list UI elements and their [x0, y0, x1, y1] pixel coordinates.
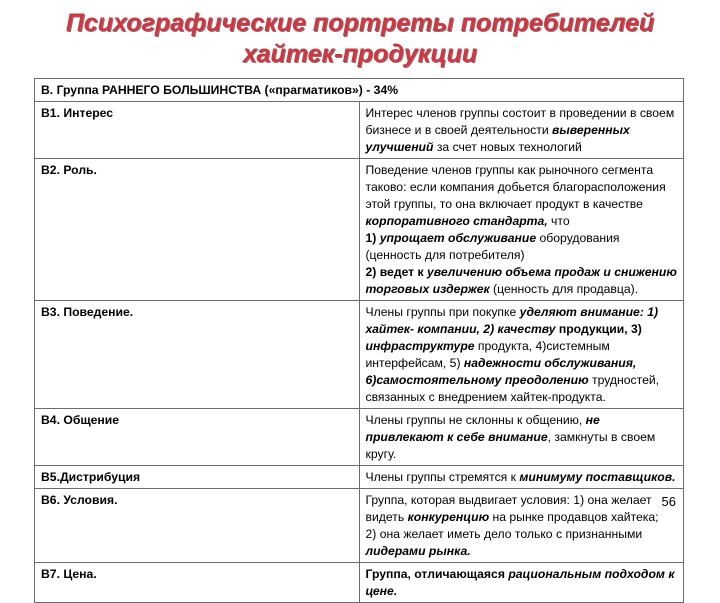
table-row: [35, 409, 684, 466]
row-content-b3: Члены группы при покупке уделяют внимание: 1) хайтек- компании, 2) качеству продукции, 3) инфраструктуре продукта, 4)системным интерфейсам, 5) надежности обслуживания, 6)самостоятельному преодолению трудностей, связанных с внедрением хайтек-продукта.: [359, 301, 684, 409]
row-content-b6: Группа, которая выдвигает условия: 1) она желает видеть конкуренцию на рынке продавцов хайтека; 2) она желает иметь дело только с признанными лидерами рынка.: [359, 489, 684, 563]
row-content-b4: Члены группы не склонны к общению, не привлекают к себе внимание, замкнуты в своем кругу.: [359, 409, 684, 466]
row-content-b2: Поведение членов группы как рыночного сегмента таково: если компания добьется благорасположения этой группы, то она включает продукт в качестве корпоративного стандарта, что 1) упрощает обслуживание оборудования (ценность для потребителя) 2) ведет к увеличению объема продаж и снижению торговых издержек (ценность для продавца).: [359, 159, 684, 301]
row-content-b1: Интерес членов группы состоит в проведении в своем бизнесе и в своей деятельности выверенных улучшений за счет новых технологий: [359, 102, 684, 159]
row-label-b7: В7. Цена.: [35, 563, 360, 603]
table-header-row: [35, 79, 684, 102]
slide-title-line-2: хайтек-продукции: [242, 40, 478, 68]
table-header: В. Группа РАННЕГО БОЛЬШИНСТВА («прагматиков») - 34%: [35, 79, 684, 102]
row-label-b5: В5.Дистрибуция: [35, 466, 360, 489]
row-content-b7: Группа, отличающаяся рациональным подходом к цене.: [359, 563, 684, 603]
table-row: [35, 301, 684, 409]
page-number: 56: [661, 494, 676, 509]
row-label-b4: В4. Общение: [35, 409, 360, 466]
row-label-b2: В2. Роль.: [35, 159, 360, 301]
psychographic-table: [34, 78, 684, 603]
table-row: [35, 159, 684, 301]
row-content-b5: Члены группы стремятся к минимуму поставщиков.: [359, 466, 684, 489]
table-row: [35, 102, 684, 159]
table-row: [35, 563, 684, 603]
slide-title: [0, 8, 720, 70]
row-label-b3: В3. Поведение.: [35, 301, 360, 409]
row-label-b6: В6. Условия.: [35, 489, 360, 563]
table-row: [35, 466, 684, 489]
slide-title-line-1: Психографические портреты потребителей: [65, 9, 655, 37]
row-label-b1: В1. Интерес: [35, 102, 360, 159]
table-row: [35, 489, 684, 563]
